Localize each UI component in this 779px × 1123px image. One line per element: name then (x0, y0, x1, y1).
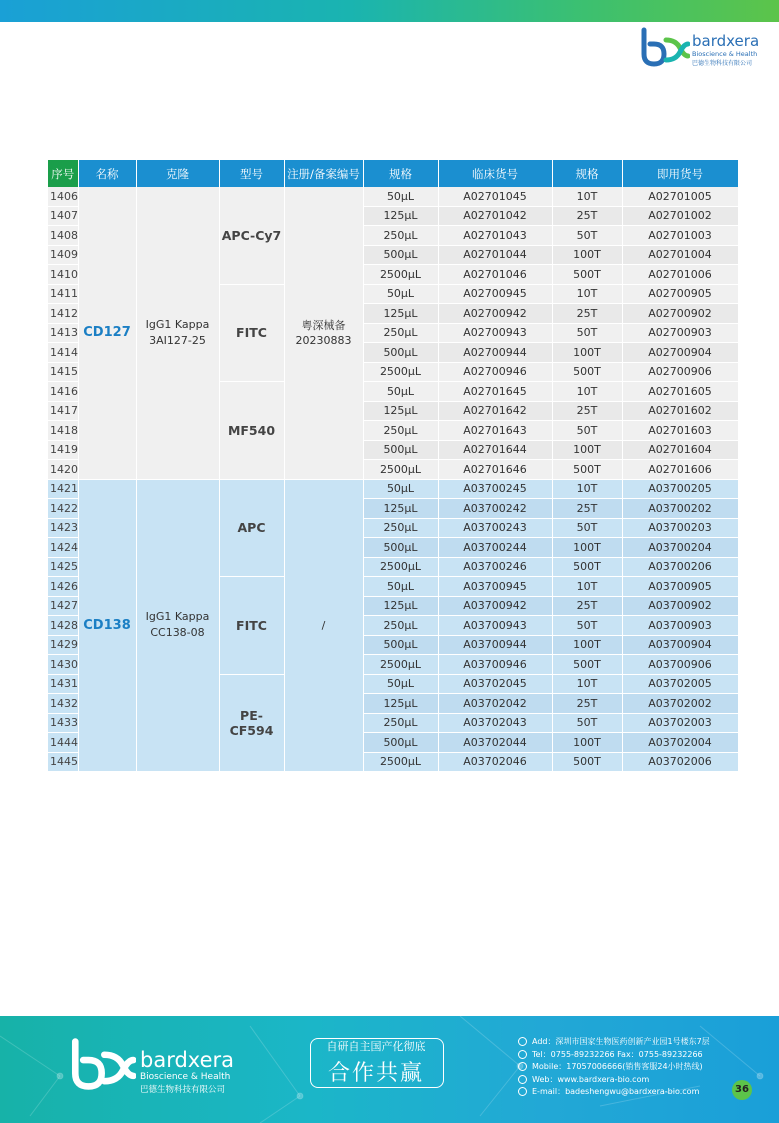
clinical-code-cell: A02701642 (438, 401, 552, 421)
serial-number-cell: 1424 (48, 538, 78, 558)
header-logo (640, 26, 770, 68)
ready-code-cell: A02701005 (622, 187, 738, 206)
spec-test-cell: 50T (552, 323, 622, 343)
footer-brand-sub-cn: 巴德生物科技有限公司 (140, 1085, 226, 1095)
mail-icon (518, 1087, 527, 1096)
spec-test-cell: 25T (552, 499, 622, 519)
spec-test-cell: 500T (552, 557, 622, 577)
serial-number-cell: 1430 (48, 655, 78, 675)
serial-number-cell: 1406 (48, 187, 78, 206)
spec-cell: 50μL (363, 187, 438, 206)
column-header: 规格 (552, 160, 622, 187)
contact-text: E-mail：badeshengwu@bardxera-bio.com (532, 1087, 700, 1096)
clinical-code-cell: A03700243 (438, 518, 552, 538)
clinical-code-cell: A02701042 (438, 206, 552, 226)
spec-cell: 500μL (363, 440, 438, 460)
clinical-code-cell: A03700244 (438, 538, 552, 558)
header-brand-sub-cn: 巴德生物科技有限公司 (692, 60, 753, 67)
spec-cell: 250μL (363, 421, 438, 441)
spec-cell: 125μL (363, 401, 438, 421)
spec-test-cell: 10T (552, 479, 622, 499)
spec-cell: 125μL (363, 596, 438, 616)
slogan-main: 合作共赢 (327, 1061, 424, 1086)
clone-id: CC138-08 (150, 626, 205, 640)
clinical-code-cell: A02700945 (438, 284, 552, 304)
column-header: 名称 (78, 160, 136, 187)
ready-code-cell: A02700903 (622, 323, 738, 343)
spec-test-cell: 500T (552, 655, 622, 675)
serial-number-cell: 1428 (48, 616, 78, 636)
spec-cell: 2500μL (363, 557, 438, 577)
spec-cell: 250μL (363, 518, 438, 538)
ready-code-cell: A03700205 (622, 479, 738, 499)
spec-cell: 500μL (363, 343, 438, 363)
clinical-code-cell: A02701646 (438, 460, 552, 480)
spec-cell: 250μL (363, 713, 438, 733)
spec-cell: 50μL (363, 479, 438, 499)
ready-code-cell: A03702005 (622, 674, 738, 694)
spec-test-cell: 100T (552, 343, 622, 363)
serial-number-cell: 1425 (48, 557, 78, 577)
contact-item (518, 1036, 710, 1047)
spec-cell: 50μL (363, 674, 438, 694)
registration-cell (284, 479, 363, 772)
contact-item (518, 1074, 649, 1085)
clinical-code-cell: A02701043 (438, 226, 552, 246)
spec-test-cell: 25T (552, 304, 622, 324)
contact-item (518, 1061, 703, 1072)
ready-code-cell: A02701003 (622, 226, 738, 246)
spec-cell: 250μL (363, 616, 438, 636)
serial-number-cell: 1422 (48, 499, 78, 519)
ready-code-cell: A02700902 (622, 304, 738, 324)
spec-cell: 500μL (363, 733, 438, 753)
ready-code-cell: A03700905 (622, 577, 738, 597)
footer-brand-name: bardxera (140, 1048, 234, 1072)
serial-number-cell: 1417 (48, 401, 78, 421)
clinical-code-cell: A03702043 (438, 713, 552, 733)
ready-code-cell: A03700204 (622, 538, 738, 558)
serial-number-cell: 1409 (48, 245, 78, 265)
spec-test-cell: 50T (552, 713, 622, 733)
serial-number-cell: 1433 (48, 713, 78, 733)
spec-test-cell: 10T (552, 382, 622, 402)
contact-text: Tel：0755-89232266 Fax：0755-89232266 (532, 1049, 703, 1059)
header-brand-name: bardxera (692, 32, 760, 50)
slogan-top: 自研自主国产化彻底 (326, 1040, 426, 1053)
ready-code-cell: A03700902 (622, 596, 738, 616)
serial-number-cell: 1426 (48, 577, 78, 597)
clone-cell (136, 187, 219, 479)
spec-cell: 125μL (363, 304, 438, 324)
model-cell: FITC (219, 284, 284, 382)
web-icon (518, 1075, 527, 1084)
clinical-code-cell: A02700942 (438, 304, 552, 324)
spec-test-cell: 500T (552, 362, 622, 382)
registration-line-2: 20230883 (295, 333, 352, 347)
serial-number-cell: 1412 (48, 304, 78, 324)
top-gradient-bar (0, 0, 779, 22)
model-cell: FITC (219, 577, 284, 675)
footer-brand-sub-en: Bioscience & Health (140, 1072, 231, 1082)
spec-test-cell: 25T (552, 694, 622, 714)
spec-test-cell: 50T (552, 226, 622, 246)
serial-number-cell: 1423 (48, 518, 78, 538)
clinical-code-cell: A03700246 (438, 557, 552, 577)
clone-id: 3AI127-25 (149, 333, 206, 347)
serial-number-cell: 1415 (48, 362, 78, 382)
spec-cell: 50μL (363, 284, 438, 304)
column-header: 临床货号 (438, 160, 552, 187)
column-header: 型号 (219, 160, 284, 187)
clinical-code-cell: A02700943 (438, 323, 552, 343)
spec-cell: 125μL (363, 206, 438, 226)
ready-code-cell: A02701603 (622, 421, 738, 441)
ready-code-cell: A03700903 (622, 616, 738, 636)
ready-code-cell: A03700904 (622, 635, 738, 655)
ready-code-cell: A02701604 (622, 440, 738, 460)
clone-isotype: IgG1 Kappa (145, 317, 210, 331)
clinical-code-cell: A03700942 (438, 596, 552, 616)
ready-code-cell: A03702004 (622, 733, 738, 753)
clinical-code-cell: A03700945 (438, 577, 552, 597)
model-cell: APC (219, 479, 284, 577)
column-header: 规格 (363, 160, 438, 187)
spec-cell: 250μL (363, 226, 438, 246)
contact-item (518, 1086, 699, 1097)
serial-number-cell: 1444 (48, 733, 78, 753)
spec-test-cell: 100T (552, 440, 622, 460)
serial-number-cell: 1413 (48, 323, 78, 343)
contact-text: Add：深圳市国家生物医药创新产业园1号楼东7层 (532, 1037, 710, 1046)
clinical-code-cell: A03702042 (438, 694, 552, 714)
serial-number-cell: 1416 (48, 382, 78, 402)
column-header: 克隆 (136, 160, 219, 187)
serial-number-cell: 1431 (48, 674, 78, 694)
mobile-icon (518, 1062, 527, 1071)
clinical-code-cell: A03700944 (438, 635, 552, 655)
column-header: 注册/备案编号 (284, 160, 363, 187)
ready-code-cell: A03700206 (622, 557, 738, 577)
contact-item (518, 1049, 703, 1060)
spec-cell: 50μL (363, 577, 438, 597)
ready-code-cell: A02701004 (622, 245, 738, 265)
clinical-code-cell: A02701644 (438, 440, 552, 460)
product-name-cell: CD127 (78, 187, 136, 479)
clone-cell (136, 479, 219, 772)
spec-test-cell: 500T (552, 752, 622, 772)
footer-logo-icon (70, 1036, 136, 1092)
serial-number-cell: 1427 (48, 596, 78, 616)
ready-code-cell: A02701606 (622, 460, 738, 480)
clone-isotype: IgG1 Kappa (145, 610, 210, 624)
model-cell: PE- CF594 (219, 674, 284, 772)
registration-cell (284, 187, 363, 479)
spec-test-cell: 500T (552, 265, 622, 285)
ready-code-cell: A03700906 (622, 655, 738, 675)
spec-test-cell: 50T (552, 421, 622, 441)
spec-test-cell: 10T (552, 187, 622, 206)
clinical-code-cell: A02701645 (438, 382, 552, 402)
serial-number-cell: 1432 (48, 694, 78, 714)
spec-test-cell: 100T (552, 733, 622, 753)
clinical-code-cell: A02701044 (438, 245, 552, 265)
serial-number-cell: 1410 (48, 265, 78, 285)
spec-test-cell: 500T (552, 460, 622, 480)
contact-text: Web：www.bardxera-bio.com (532, 1074, 650, 1084)
clinical-code-cell: A03700245 (438, 479, 552, 499)
product-name-cell: CD138 (78, 479, 136, 772)
table-header-row (48, 160, 738, 187)
spec-test-cell: 100T (552, 245, 622, 265)
spec-cell: 500μL (363, 635, 438, 655)
page-number: 36 (732, 1080, 752, 1100)
spec-cell: 125μL (363, 499, 438, 519)
serial-number-cell: 1419 (48, 440, 78, 460)
spec-test-cell: 10T (552, 577, 622, 597)
column-header: 即用货号 (622, 160, 738, 187)
table-body (48, 187, 738, 772)
clinical-code-cell: A02700944 (438, 343, 552, 363)
ready-code-cell: A02700905 (622, 284, 738, 304)
spec-test-cell: 50T (552, 518, 622, 538)
spec-test-cell: 25T (552, 206, 622, 226)
table-row (48, 187, 738, 206)
column-header: 序号 (48, 160, 78, 187)
contact-text: Mobile：17057006666(销售客服24小时热线) (532, 1062, 703, 1071)
ready-code-cell: A02701602 (622, 401, 738, 421)
clinical-code-cell: A03700943 (438, 616, 552, 636)
registration-line-1: / (321, 618, 326, 632)
serial-number-cell: 1411 (48, 284, 78, 304)
spec-test-cell: 25T (552, 401, 622, 421)
clinical-code-cell: A02700946 (438, 362, 552, 382)
spec-cell: 125μL (363, 694, 438, 714)
ready-code-cell: A03702003 (622, 713, 738, 733)
spec-test-cell: 25T (552, 596, 622, 616)
clinical-code-cell: A02701046 (438, 265, 552, 285)
ready-code-cell: A03700203 (622, 518, 738, 538)
clinical-code-cell: A03702045 (438, 674, 552, 694)
bardxera-logo-icon (640, 26, 690, 68)
spec-cell: 500μL (363, 245, 438, 265)
spec-test-cell: 100T (552, 635, 622, 655)
spec-test-cell: 100T (552, 538, 622, 558)
table-row (48, 479, 738, 499)
location-icon (518, 1037, 527, 1046)
spec-test-cell: 10T (552, 284, 622, 304)
ready-code-cell: A02701006 (622, 265, 738, 285)
phone-icon (518, 1050, 527, 1059)
spec-cell: 2500μL (363, 655, 438, 675)
serial-number-cell: 1429 (48, 635, 78, 655)
clinical-code-cell: A02701045 (438, 187, 552, 206)
spec-cell: 2500μL (363, 362, 438, 382)
ready-code-cell: A02701002 (622, 206, 738, 226)
registration-line-1: 粤深械备 (301, 318, 346, 332)
header-brand-sub-en: Bioscience & Health (692, 50, 758, 58)
spec-test-cell: 50T (552, 616, 622, 636)
clinical-code-cell: A02701643 (438, 421, 552, 441)
spec-cell: 2500μL (363, 460, 438, 480)
spec-cell: 500μL (363, 538, 438, 558)
model-cell: MF540 (219, 382, 284, 480)
spec-cell: 50μL (363, 382, 438, 402)
clinical-code-cell: A03700946 (438, 655, 552, 675)
ready-code-cell: A02701605 (622, 382, 738, 402)
clinical-code-cell: A03702046 (438, 752, 552, 772)
product-table (48, 160, 739, 772)
model-cell: APC-Cy7 (219, 187, 284, 284)
serial-number-cell: 1418 (48, 421, 78, 441)
ready-code-cell: A03702002 (622, 694, 738, 714)
serial-number-cell: 1408 (48, 226, 78, 246)
clinical-code-cell: A03702044 (438, 733, 552, 753)
serial-number-cell: 1414 (48, 343, 78, 363)
ready-code-cell: A03700202 (622, 499, 738, 519)
ready-code-cell: A02700906 (622, 362, 738, 382)
serial-number-cell: 1407 (48, 206, 78, 226)
spec-cell: 250μL (363, 323, 438, 343)
clinical-code-cell: A03700242 (438, 499, 552, 519)
ready-code-cell: A02700904 (622, 343, 738, 363)
spec-test-cell: 10T (552, 674, 622, 694)
serial-number-cell: 1421 (48, 479, 78, 499)
spec-cell: 2500μL (363, 752, 438, 772)
spec-cell: 2500μL (363, 265, 438, 285)
ready-code-cell: A03702006 (622, 752, 738, 772)
serial-number-cell: 1445 (48, 752, 78, 772)
serial-number-cell: 1420 (48, 460, 78, 480)
